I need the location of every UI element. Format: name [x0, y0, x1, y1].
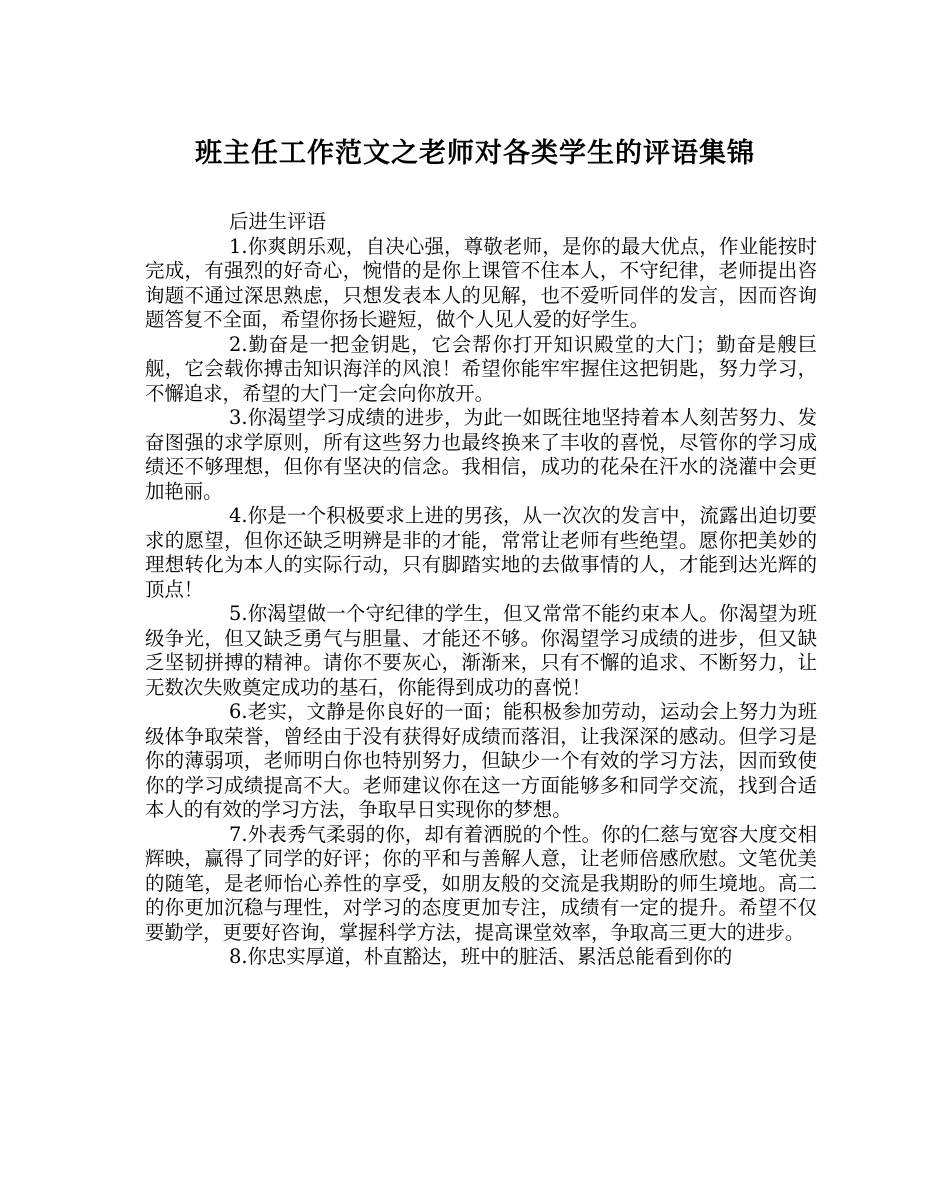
document-body: [145, 210, 817, 970]
paragraph-3: 3.你渴望学习成绩的进步，为此一如既往地坚持着本人刻苦努力、发奋图强的求学原则，所有这些努力也最终换来了丰收的喜悦，尽管你的学习成绩还不够理想，但你有坚决的信念。我相信，成功的花朵在汗水的浇灌中会更加艳丽。: [145, 406, 817, 503]
paragraph-5: 5.你渴望做一个守纪律的学生，但又常常不能约束本人。你渴望为班级争光，但又缺乏勇气与胆量、才能还不够。你渴望学习成绩的进步，但又缺乏坚韧拼搏的精神。请你不要灰心，渐渐来，只有不懈的追求、不断努力，让无数次失败奠定成功的基石，你能得到成功的喜悦！: [145, 602, 817, 699]
paragraph-2: 2.勤奋是一把金钥匙，它会帮你打开知识殿堂的大门；勤奋是艘巨舰，它会载你搏击知识海洋的风浪！希望你能牢牢握住这把钥匙，努力学习，不懈追求，希望的大门一定会向你放开。: [145, 332, 817, 405]
paragraph-4: 4.你是一个积极要求上进的男孩，从一次次的发言中，流露出迫切要求的愿望，但你还缺乏明辨是非的才能，常常让老师有些绝望。愿你把美妙的理想转化为本人的实际行动，只有脚踏实地的去做事情的人，才能到达光辉的顶点！: [145, 504, 817, 601]
paragraph-7: 7.外表秀气柔弱的你，却有着洒脱的个性。你的仁慈与宽容大度交相辉映，赢得了同学的好评；你的平和与善解人意，让老师倍感欣慰。文笔优美的随笔，是老师怡心养性的享受，如朋友般的交流是我期盼的师生境地。高二的你更加沉稳与理性，对学习的态度更加专注，成绩有一定的提升。希望不仅要勤学，更要好咨询，掌握科学方法，提高课堂效率，争取高三更大的进步。: [145, 822, 817, 944]
paragraph-1: 1.你爽朗乐观，自决心强，尊敬老师，是你的最大优点，作业能按时完成，有强烈的好奇心，惋惜的是你上课管不住本人，不守纪律，老师提出咨询题不通过深思熟虑，只想发表本人的见解，也不爱听同伴的发言，因而咨询题答复不全面，希望你扬长避短，做个人见人爱的好学生。: [145, 234, 817, 331]
document-title: 班主任工作范文之老师对各类学生的评语集锦: [195, 138, 755, 169]
paragraph-8: 8.你忠实厚道，朴直豁达，班中的脏活、累活总能看到你的: [229, 945, 733, 968]
paragraph-6: 6.老实，文静是你良好的一面；能积极参加劳动，运动会上努力为班级体争取荣誉，曾经由于没有获得好成绩而落泪，让我深深的感动。但学习是你的薄弱项，老师明白你也特别努力，但缺少一个有效的学习方法，因而致使你的学习成绩提高不大。老师建议你在这一方面能够多和同学交流，找到合适本人的有效的学习方法，争取早日实现你的梦想。: [145, 700, 817, 821]
section-heading: 后进生评语: [229, 210, 326, 233]
